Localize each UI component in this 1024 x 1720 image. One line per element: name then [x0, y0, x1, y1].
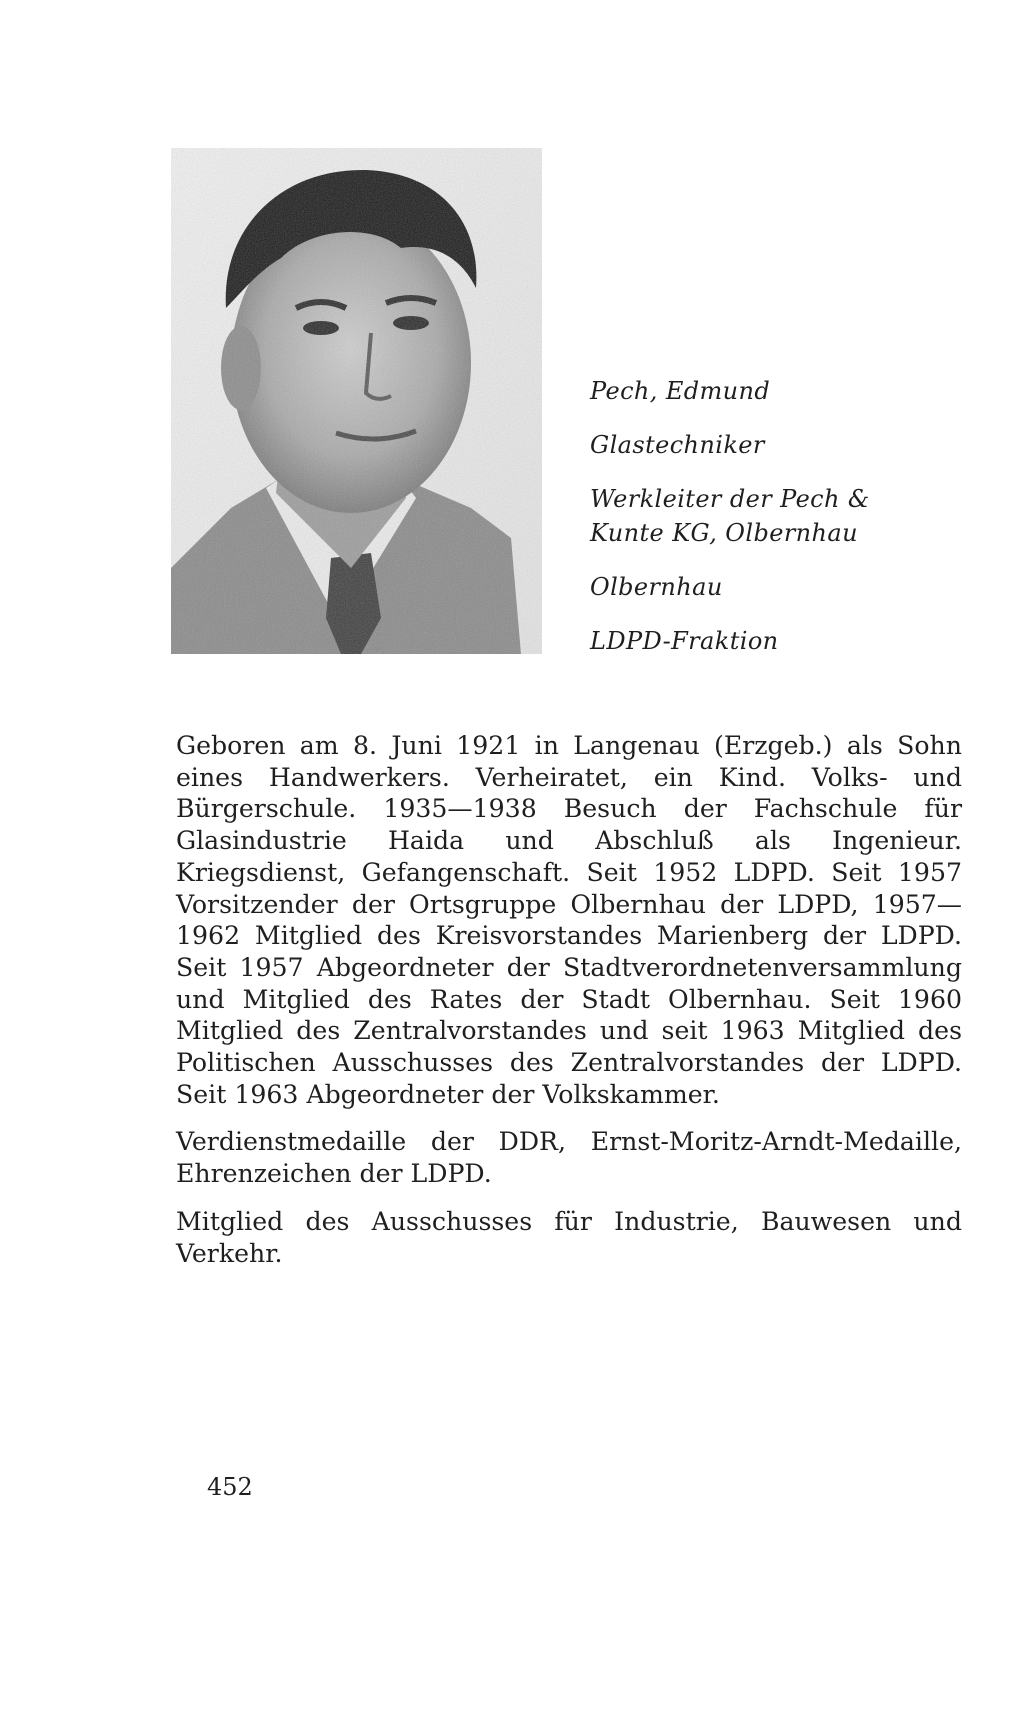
- page-number: 452: [207, 1473, 253, 1501]
- caption-block: [590, 374, 920, 658]
- portrait-photo-graphic: [171, 148, 542, 654]
- person-name: Pech, Edmund: [590, 377, 771, 405]
- position-line-1: Werkleiter der Pech &: [590, 485, 870, 513]
- biography: [176, 730, 962, 1285]
- portrait-photo: [171, 148, 542, 654]
- faction: LDPD-Fraktion: [590, 627, 779, 655]
- residence: Olbernhau: [590, 573, 723, 601]
- position-line-2: Kunte KG, Olbernhau: [590, 519, 858, 547]
- profession: Glastechniker: [590, 431, 765, 459]
- biography-paragraph-1: Geboren am 8. Juni 1921 in Langenau (Erzgeb.) als Sohn eines Handwerkers. Verheiratet, ein Kind. Volks- und Bürgerschule. 1935—1938 Besuch der Fachschule für Glasindustrie Haida und Abschluß als Ingenieur. Kriegsdienst, Gefangenschaft. Seit 1952 LDPD. Seit 1957 Vorsitzender der Ortsgruppe Olbernhau der LDPD, 1957—1962 Mitglied des Kreisvorstandes Marienberg der LDPD. Seit 1957 Abgeordneter der Stadtverordnetenversammlung und Mitglied des Rates der Stadt Olbernhau. Seit 1960 Mitglied des Zentralvorstandes und seit 1963 Mitglied des Politischen Ausschusses des Zentralvorstandes der LDPD. Seit 1963 Abgeordneter der Volkskammer.: [176, 731, 962, 1109]
- biography-paragraph-2: Verdienstmedaille der DDR, Ernst-Moritz-Arndt-Medaille, Ehrenzeichen der LDPD.: [176, 1127, 962, 1189]
- biography-paragraph-3: Mitglied des Ausschusses für Industrie, Bauwesen und Verkehr.: [176, 1206, 962, 1268]
